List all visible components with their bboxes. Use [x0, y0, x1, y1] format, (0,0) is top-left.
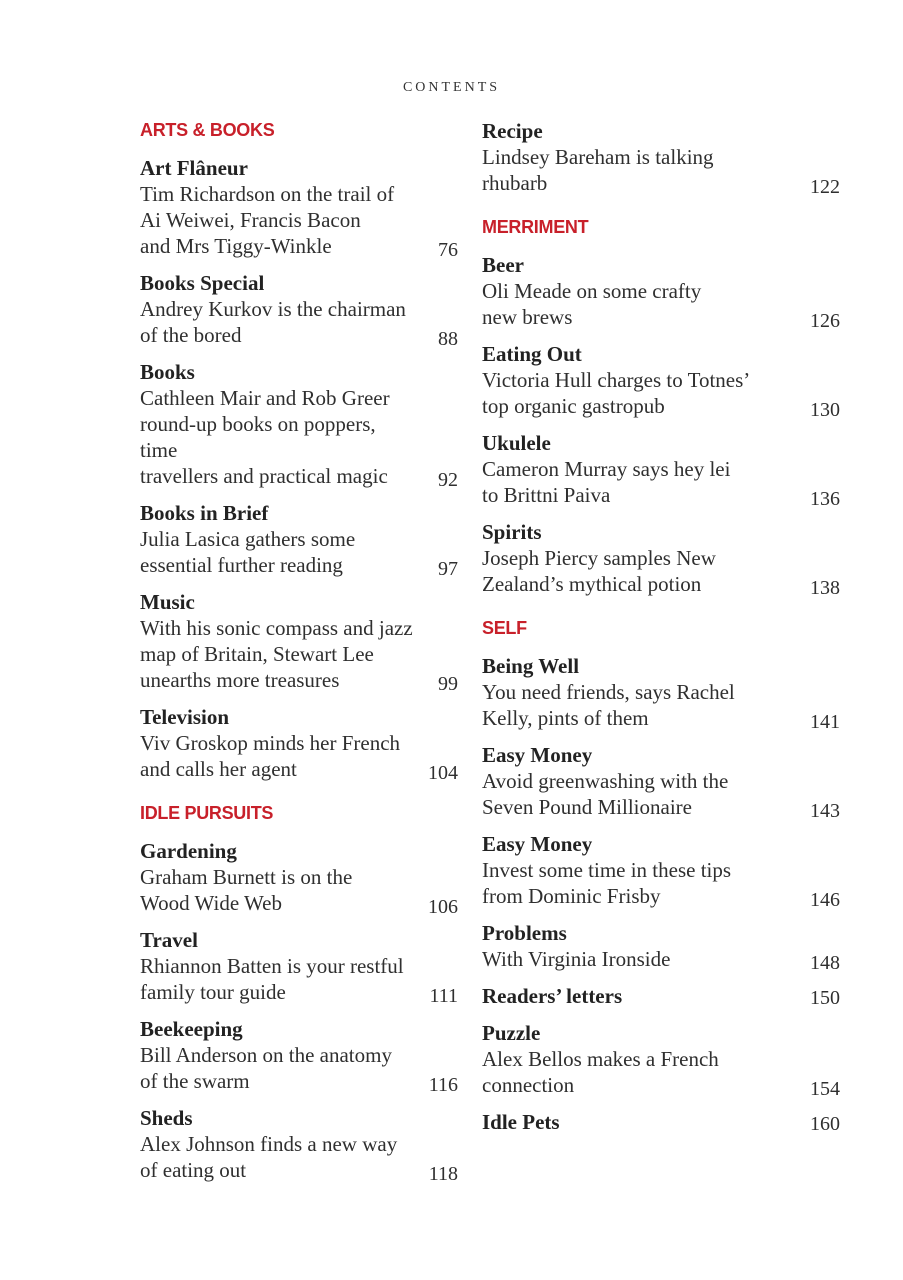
desc-line: of eating out	[140, 1158, 247, 1182]
entry-title: Spirits	[482, 520, 542, 544]
page-number: 160	[810, 1113, 840, 1135]
entry-title: Recipe	[482, 119, 543, 143]
entry-title: Sheds	[140, 1106, 193, 1130]
page-number: 97	[438, 558, 458, 580]
desc-line: new brews	[482, 305, 573, 329]
desc-line: travellers and practical magic	[140, 464, 388, 488]
entry-description	[140, 385, 458, 489]
toc-entry-travel[interactable]	[140, 927, 458, 1005]
toc-entry-books[interactable]	[140, 359, 458, 489]
entry-description	[140, 526, 458, 578]
entry-title: Books	[140, 360, 195, 384]
section-heading-arts-books: ARTS & BOOKS	[140, 120, 275, 140]
page-number: 118	[428, 1163, 458, 1185]
toc-entry-recipe[interactable]	[482, 118, 840, 198]
entry-title: Eating Out	[482, 342, 582, 366]
desc-line: Graham Burnett is on the	[140, 865, 353, 889]
section-heading-idle-pursuits: IDLE PURSUITS	[140, 803, 274, 823]
page-number: 116	[428, 1074, 458, 1096]
desc-line: Seven Pound Millionaire	[482, 795, 692, 819]
right-column	[482, 118, 840, 1146]
desc-line: of the swarm	[140, 1069, 250, 1093]
desc-line: round-up books on poppers, time	[140, 412, 376, 462]
entry-title: Television	[140, 705, 230, 729]
desc-line: Ai Weiwei, Francis Bacon	[140, 208, 361, 232]
page-number: 99	[438, 673, 458, 695]
desc-line: Victoria Hull charges to Totnes’	[482, 368, 751, 392]
desc-line: from Dominic Frisby	[482, 884, 661, 908]
page-number: 111	[429, 985, 458, 1007]
desc-line: Avoid greenwashing with the	[482, 769, 729, 793]
page-number: 76	[438, 239, 458, 261]
desc-line: Oli Meade on some crafty	[482, 279, 702, 303]
entry-description	[140, 615, 458, 693]
entry-description	[140, 864, 458, 916]
desc-line: family tour guide	[140, 980, 286, 1004]
desc-line: Viv Groskop minds her French	[140, 731, 401, 755]
desc-line: to Brittni Paiva	[482, 483, 611, 507]
entry-title: Beekeeping	[140, 1017, 243, 1041]
toc-entry-beekeeping[interactable]	[140, 1016, 458, 1094]
entry-description	[140, 1042, 458, 1094]
toc-entry-sheds[interactable]	[140, 1105, 458, 1183]
entry-title: Gardening	[140, 839, 237, 863]
section-heading-merriment: MERRIMENT	[482, 217, 589, 237]
toc-entry-gardening[interactable]	[140, 838, 458, 916]
desc-line: Alex Bellos makes a French	[482, 1047, 719, 1071]
desc-line: essential further reading	[140, 553, 343, 577]
desc-line: Tim Richardson on the trail of	[140, 182, 395, 206]
entry-title: Books Special	[140, 271, 265, 295]
toc-entry-being-well[interactable]	[482, 653, 840, 733]
toc-entry-books-special[interactable]	[140, 270, 458, 348]
desc-line: of the bored	[140, 323, 242, 347]
entry-description	[482, 768, 840, 820]
toc-entry-idle-pets[interactable]	[482, 1109, 840, 1135]
desc-line: You need friends, says Rachel	[482, 680, 735, 704]
entry-description	[482, 456, 840, 508]
entry-title: Problems	[482, 921, 567, 945]
entry-title: Books in Brief	[140, 501, 269, 525]
toc-entry-problems[interactable]	[482, 920, 840, 974]
entry-title: Music	[140, 590, 195, 614]
page-number: 126	[810, 310, 840, 332]
toc-entry-art-flaneur[interactable]	[140, 155, 458, 259]
entry-description	[482, 857, 840, 909]
desc-line: and calls her agent	[140, 757, 297, 781]
left-column	[140, 118, 458, 1194]
entry-title: Beer	[482, 253, 524, 277]
entry-title	[482, 983, 840, 1009]
desc-line: top organic gastropub	[482, 394, 665, 418]
desc-line: With Virginia Ironside	[482, 947, 671, 971]
toc-entry-spirits[interactable]	[482, 519, 840, 599]
entry-description	[482, 946, 840, 972]
desc-line: Joseph Piercy samples New	[482, 546, 716, 570]
entry-title: Puzzle	[482, 1021, 541, 1045]
desc-line: rhubarb	[482, 171, 548, 195]
entry-description	[482, 367, 840, 419]
entry-title: Travel	[140, 928, 198, 952]
page-number: 146	[810, 889, 840, 911]
entry-title: Easy Money	[482, 743, 593, 767]
desc-line: Kelly, pints of them	[482, 706, 649, 730]
page-number: 136	[810, 488, 840, 510]
toc-entry-eating-out[interactable]	[482, 341, 840, 421]
section-heading-self: SELF	[482, 618, 527, 638]
toc-entry-easy-money-2[interactable]	[482, 831, 840, 911]
desc-line: Wood Wide Web	[140, 891, 282, 915]
page-number: 154	[810, 1078, 840, 1100]
desc-line: and Mrs Tiggy-Winkle	[140, 234, 332, 258]
page-number: 88	[438, 328, 458, 350]
entry-description	[482, 545, 840, 597]
entry-title	[482, 1109, 840, 1135]
desc-line: Zealand’s mythical potion	[482, 572, 702, 596]
entry-description	[482, 144, 840, 196]
entry-title-text: Idle Pets	[482, 1110, 560, 1134]
page-number: 104	[428, 762, 458, 784]
entry-title: Art Flâneur	[140, 156, 248, 180]
desc-line: Lindsey Bareham is talking	[482, 145, 714, 169]
entry-description	[482, 1046, 840, 1098]
page-number: 148	[810, 952, 840, 974]
desc-line: Bill Anderson on the anatomy	[140, 1043, 392, 1067]
page-number: 138	[810, 577, 840, 599]
toc-entry-puzzle[interactable]	[482, 1020, 840, 1100]
toc-entry-music[interactable]	[140, 589, 458, 693]
page-number: 150	[810, 987, 840, 1009]
page-number: 141	[810, 711, 840, 733]
toc-entry-beer[interactable]	[482, 252, 840, 332]
entry-title: Ukulele	[482, 431, 551, 455]
page-number: 143	[810, 800, 840, 822]
desc-line: Cameron Murray says hey lei	[482, 457, 731, 481]
desc-line: Julia Lasica gathers some	[140, 527, 356, 551]
desc-line: With his sonic compass and jazz	[140, 616, 413, 640]
desc-line: connection	[482, 1073, 575, 1097]
toc-entry-television[interactable]	[140, 704, 458, 782]
page-number: 106	[428, 896, 458, 918]
entry-title: Being Well	[482, 654, 580, 678]
page-number: 130	[810, 399, 840, 421]
entry-description	[140, 730, 458, 782]
desc-line: Alex Johnson finds a new way	[140, 1132, 398, 1156]
entry-description	[140, 296, 458, 348]
toc-entry-ukulele[interactable]	[482, 430, 840, 510]
page-number: 92	[438, 469, 458, 491]
entry-description	[140, 181, 458, 259]
entry-description	[482, 278, 840, 330]
toc-entry-easy-money-1[interactable]	[482, 742, 840, 822]
desc-line: map of Britain, Stewart Lee	[140, 642, 374, 666]
toc-entry-books-in-brief[interactable]	[140, 500, 458, 578]
page-title: CONTENTS	[402, 80, 501, 95]
entry-description	[482, 679, 840, 731]
entry-title: Easy Money	[482, 832, 593, 856]
entry-description	[140, 1131, 458, 1183]
desc-line: Invest some time in these tips	[482, 858, 732, 882]
entry-title-text: Readers’ letters	[482, 984, 623, 1008]
desc-line: Cathleen Mair and Rob Greer	[140, 386, 390, 410]
entry-description	[140, 953, 458, 1005]
desc-line: Rhiannon Batten is your restful	[140, 954, 404, 978]
desc-line: unearths more treasures	[140, 668, 340, 692]
page-number: 122	[810, 176, 840, 198]
toc-entry-readers-letters[interactable]	[482, 983, 840, 1009]
desc-line: Andrey Kurkov is the chairman	[140, 297, 406, 321]
